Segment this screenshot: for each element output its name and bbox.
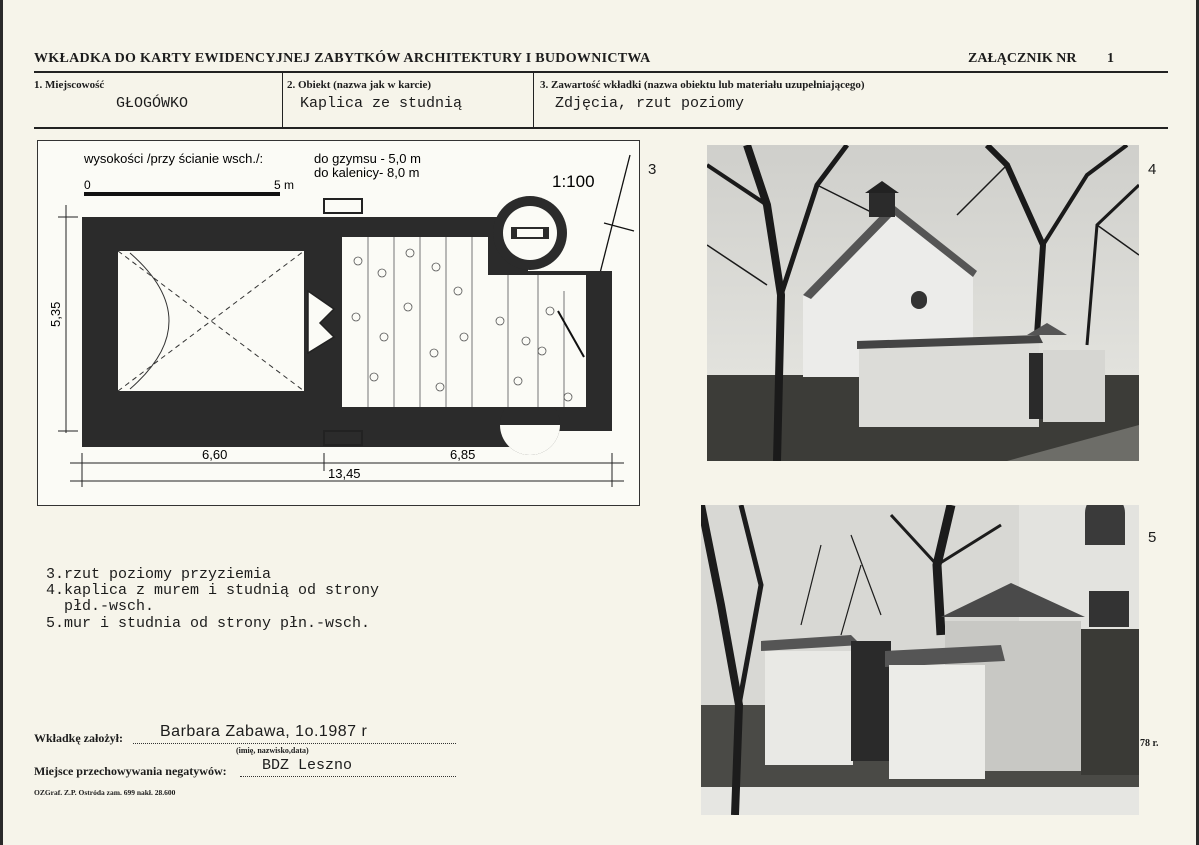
caption-line-4: 5.mur i studnia od strony płn.-wsch. [46, 615, 371, 632]
header-rule [34, 71, 1168, 73]
photo-5-image [701, 505, 1139, 815]
chapel-lantern [869, 191, 895, 217]
object-value: Kaplica ze studnią [300, 95, 463, 112]
printer-imprint: OZGraf. Z.P. Ostróda zam. 699 nakł. 28.600 [34, 788, 176, 797]
niche-top [324, 199, 362, 213]
scale-bar [84, 192, 280, 196]
scale-ratio: 1:100 [552, 172, 595, 191]
object-label: 2. Obiekt (nazwa jak w karcie) [287, 79, 432, 91]
presbytery-room [342, 237, 488, 407]
storage-label: Miejsce przechowywania negatywów: [34, 764, 227, 778]
heights-label: wysokości /przy ścianie wsch./: [84, 151, 264, 166]
gate-pillar-left [765, 651, 853, 765]
well-wall [859, 341, 1039, 427]
scale-zero: 0 [84, 178, 91, 192]
locality-value: GŁOGÓWKO [116, 95, 189, 112]
storage-dotline [240, 776, 456, 777]
dim-left: 6,60 [202, 447, 228, 462]
storage-value: BDZ Leszno [262, 757, 353, 774]
scale-five: 5 m [274, 178, 295, 192]
caption-line-3: płd.-wsch. [46, 598, 155, 615]
photo-chapel-southeast [707, 145, 1139, 461]
content-label: 3. Zawartość wkładki (nazwa obiektu lub materiału uzupełniającego) [540, 79, 865, 91]
photo-wall-and-well-northeast [701, 505, 1139, 815]
compiled-by-hint: (imię, nazwisko,data) [236, 746, 309, 755]
field-divider-2 [533, 73, 534, 128]
compiled-by-value: Barbara Zabawa, 1o.1987 r [160, 723, 368, 740]
height-ridge: do kalenicy- 8,0 m [314, 165, 420, 180]
floor-plan-drawing [37, 140, 640, 506]
photo-5-year-stamp: 78 r. [1140, 738, 1159, 749]
apse-room [488, 275, 586, 407]
attachment-label: ZAŁĄCZNIK NR [968, 51, 1077, 66]
attachment-number: 1 [1107, 51, 1114, 66]
plate-number-4: 4 [1148, 161, 1157, 178]
compiled-by-dotline [133, 743, 456, 744]
plate-number-3: 3 [648, 161, 657, 178]
compiled-by-label: Wkładkę założył: [34, 731, 123, 745]
north-arrow [598, 155, 630, 281]
plate-number-5: 5 [1148, 529, 1157, 546]
photo-4-image [707, 145, 1139, 461]
content-value: Zdjęcia, rzut poziomy [555, 95, 745, 112]
caption-line-2: 4.kaplica z murem i studnią od strony [46, 582, 380, 599]
field-divider-1 [282, 73, 283, 128]
height-cornice: do gzymsu - 5,0 m [314, 151, 421, 166]
dim-right: 6,85 [450, 447, 476, 462]
floor-plan-svg [38, 141, 639, 505]
card-title: WKŁADKA DO KARTY EWIDENCYJNEJ ZABYTKÓW ARCHITEKTURY I BUDOWNICTWA [34, 51, 651, 66]
field-row-rule [34, 127, 1168, 129]
dim-width: 5,35 [48, 301, 63, 327]
caption-line-1: 3.rzut poziomy przyziemia [46, 566, 272, 583]
gate-pillar-right [889, 665, 985, 779]
locality-label: 1. Miejscowość [34, 79, 105, 91]
dim-total: 13,45 [328, 466, 361, 481]
card-border-left [0, 0, 3, 845]
